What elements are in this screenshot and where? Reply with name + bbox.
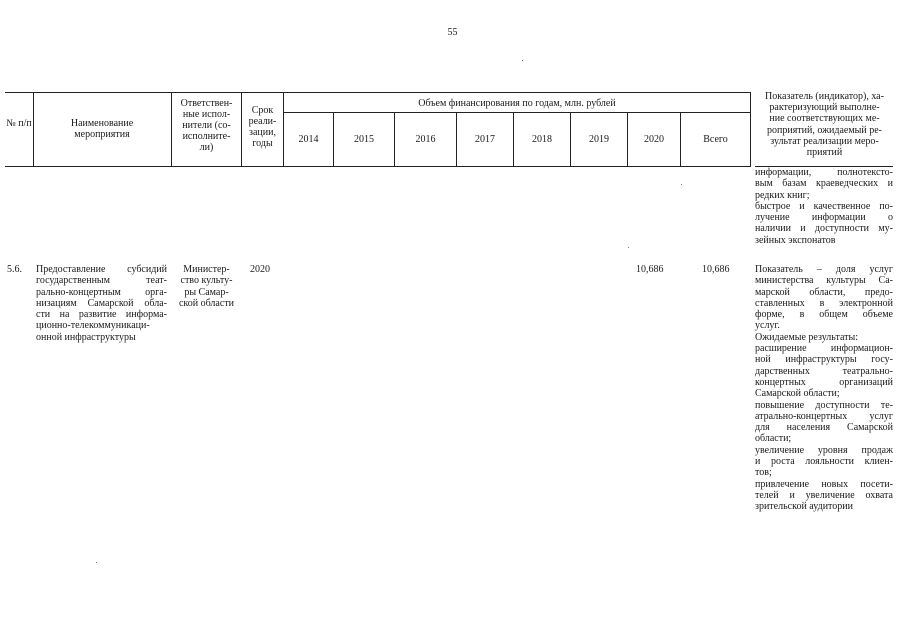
header-year: 2017 (475, 134, 495, 145)
header-year: 2018 (532, 134, 552, 145)
row-responsible: Министер- ство культу- ры Самар- ской области (178, 264, 235, 309)
page-number: 55 (447, 27, 458, 38)
row-indicator: Показатель – доля услуг министерства культуры Са- марской области, предо- ставленных в электронной форме, в общем объеме услуг. Ожидаемые результаты: расширение информацион- ной инфраструктуры госу- дарственных театрально- концертных организаций Самарской области; повышение доступности те- атрально-концертных услуг для населения Самарской области; увеличение уровня продаж и роста лояльности клиен- тов; привлечение новых посети- телей и увеличение охвата зрительской аудитории (755, 264, 893, 513)
header-top-rule (5, 92, 750, 93)
scan-speck (681, 184, 682, 185)
header-year: 2014 (298, 134, 319, 145)
row-number: 5.6. (7, 264, 22, 275)
row-total: 10,686 (702, 264, 730, 275)
header-responsible: Ответствен- ные испол- нители (со- исполните- ли) (180, 98, 233, 153)
header-year: 2020 (644, 134, 664, 145)
indicator-continuation: информации, полнотексто- вым базам краеведческих и редких книг; быстрое и качественное по- лучение информации о наличии и доступности му- зейных экспонатов (755, 167, 893, 246)
header-bottom-rule (5, 166, 750, 167)
header-financing: Объем финансирования по годам, млн. рублей (418, 98, 616, 109)
header-num: № п/п (6, 118, 32, 129)
header-deadline: Срок реали- зации, годы (248, 105, 277, 149)
header-total: Всего (703, 134, 728, 145)
row-measure-name: Предоставление субсидий государственным теат- рально-концертным орга- низациям Самарской обла- сти на развитие информа- ционно-телекоммуникаци- онной инфраструктуры (36, 264, 167, 343)
col-divider (750, 92, 751, 167)
header-year: 2019 (589, 134, 609, 145)
header-year: 2015 (354, 134, 374, 145)
row-deadline: 2020 (250, 264, 270, 275)
row-value-2020: 10,686 (636, 264, 664, 275)
scan-speck (96, 562, 97, 563)
scan-speck (628, 247, 629, 248)
header-year: 2016 (415, 134, 436, 145)
header-name: Наименование мероприятия (70, 118, 134, 140)
col-divider (33, 92, 34, 167)
scan-speck (522, 60, 523, 61)
header-indicator: Показатель (индикатор), ха- рактеризующий выполне- ние соответствующих ме- роприятий, ожидаемый ре- зультат реализации меро- приятий (765, 91, 884, 159)
